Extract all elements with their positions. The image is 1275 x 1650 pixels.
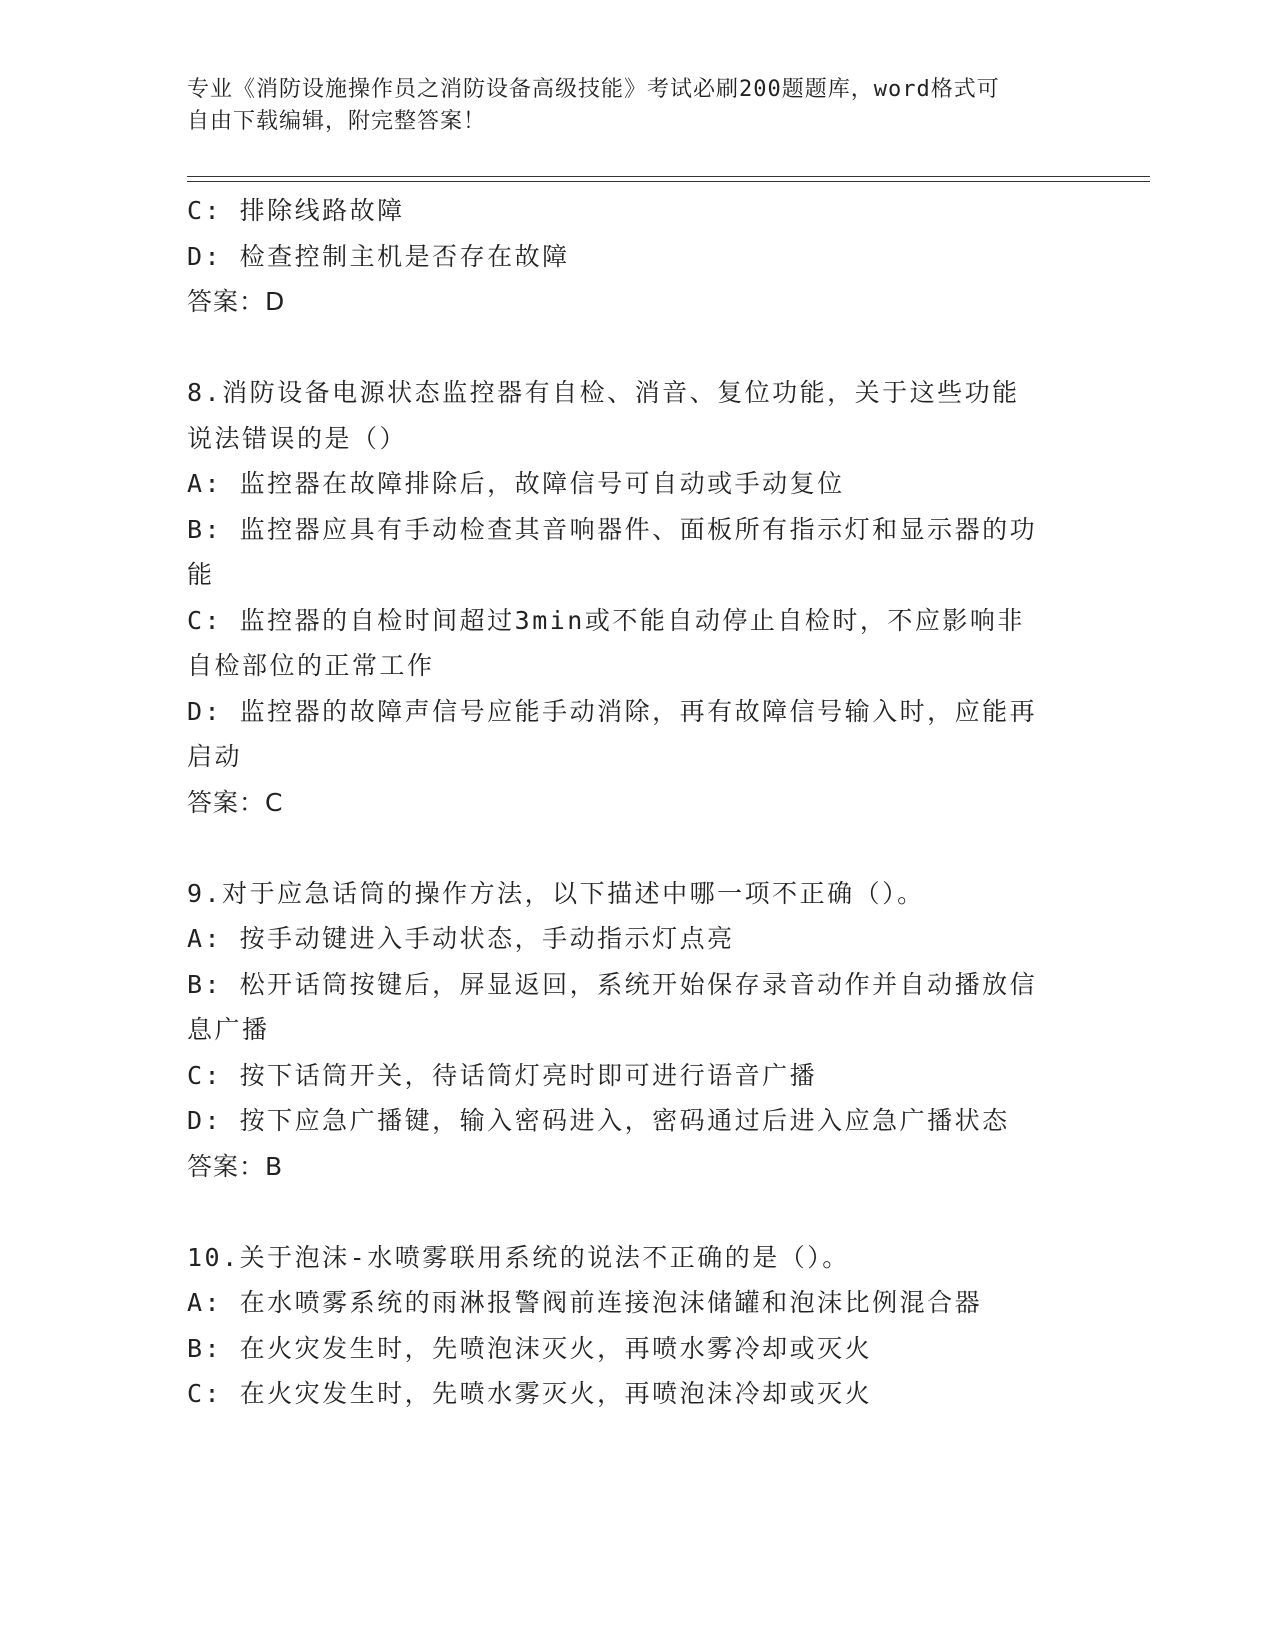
question-10 bbox=[187, 1235, 1087, 1417]
q8-stem-line-1: 8.消防设备电源状态监控器有自检、消音、复位功能，关于这些功能 bbox=[187, 378, 1020, 407]
q8-stem-line-2: 说法错误的是（） bbox=[187, 423, 408, 453]
question-spacer bbox=[187, 325, 1087, 371]
question-9 bbox=[187, 871, 1087, 1190]
q8-option-b-line-2: 能 bbox=[187, 560, 215, 589]
question-7-fragment bbox=[187, 188, 1087, 325]
q9-option-c: C: 按下话筒开关，待话筒灯亮时即可进行语音广播 bbox=[187, 1060, 818, 1090]
q9-option-b-line-1: B: 松开话筒按键后，屏显返回，系统开始保存录音动作并自动播放信 bbox=[187, 969, 1038, 999]
q7-option-d: D: 检查控制主机是否存在故障 bbox=[187, 241, 570, 271]
header-line-1: 专业《消防设施操作员之消防设备高级技能》考试必刷200题题库，word格式可 bbox=[187, 77, 1000, 102]
q9-option-a: A: 按手动键进入手动状态，手动指示灯点亮 bbox=[187, 924, 735, 953]
q8-option-b-line-1: B: 监控器应具有手动检查其音响器件、面板所有指示灯和显示器的功 bbox=[187, 514, 1038, 544]
q9-option-b-line-2: 息广播 bbox=[187, 1015, 270, 1044]
q9-answer: 答案：B bbox=[187, 1151, 284, 1181]
document-header bbox=[187, 74, 1067, 138]
q10-option-a: A: 在水喷雾系统的雨淋报警阀前连接泡沫储罐和泡沫比例混合器 bbox=[187, 1288, 983, 1317]
q8-option-d-line-2: 启动 bbox=[187, 742, 243, 771]
q8-option-a: A: 监控器在故障排除后，故障信号可自动或手动复位 bbox=[187, 469, 845, 498]
q10-stem: 10.关于泡沫-水喷雾联用系统的说法不正确的是（）。 bbox=[187, 1242, 850, 1272]
header-line-2: 自由下载编辑，附完整答案！ bbox=[187, 109, 487, 134]
q8-option-c-line-1: C: 监控器的自检时间超过3min或不能自动停止自检时，不应影响非 bbox=[187, 605, 1025, 635]
q7-option-c: C: 排除线路故障 bbox=[187, 196, 405, 225]
q8-answer: 答案：C bbox=[187, 787, 284, 817]
question-8 bbox=[187, 370, 1087, 825]
q8-option-d-line-1: D: 监控器的故障声信号应能手动消除，再有故障信号输入时，应能再 bbox=[187, 696, 1038, 726]
question-list bbox=[187, 188, 1087, 1417]
q8-option-c-line-2: 自检部位的正常工作 bbox=[187, 651, 435, 680]
question-spacer bbox=[187, 825, 1087, 871]
header-divider bbox=[187, 176, 1150, 182]
question-spacer bbox=[187, 1189, 1087, 1235]
q10-option-b: B: 在火灾发生时，先喷泡沫灭火，再喷水雾冷却或灭火 bbox=[187, 1333, 873, 1363]
q9-stem: 9.对于应急话筒的操作方法，以下描述中哪一项不正确（）。 bbox=[187, 878, 925, 908]
q9-option-d: D: 按下应急广播键，输入密码进入，密码通过后进入应急广播状态 bbox=[187, 1106, 1010, 1135]
q10-option-c: C: 在火灾发生时，先喷水雾灭火，再喷泡沫冷却或灭火 bbox=[187, 1379, 873, 1408]
q7-answer: 答案：D bbox=[187, 287, 286, 316]
